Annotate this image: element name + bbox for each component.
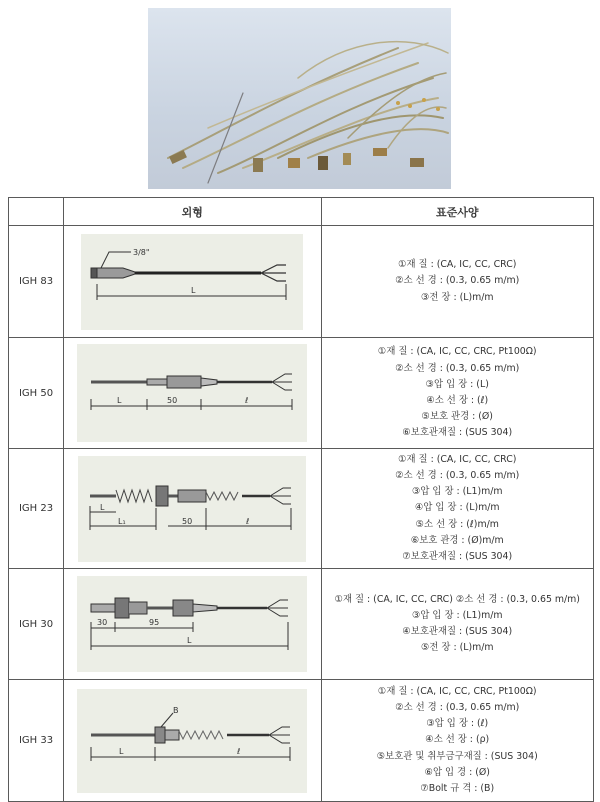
spec-line: ③압 입 장 : (L): [425, 378, 489, 390]
header-spec: 표준사양: [321, 198, 593, 226]
drawing-label: ℓ: [246, 516, 250, 526]
table-row: [9, 449, 594, 569]
drawing-cell: [64, 226, 321, 338]
spec-line: ②소 선 경 : (0.3, 0.65 m/m): [395, 275, 520, 287]
drawing-label: B: [173, 705, 179, 715]
drawing-cell: [64, 680, 321, 802]
spec-line: ④압 입 장 : (L)m/m: [414, 502, 500, 514]
drawing-igh33: [77, 689, 307, 793]
drawing-igh83: [81, 234, 303, 330]
spec-line: ⑥압 입 경 : (Ø): [424, 766, 490, 778]
table-row: [9, 338, 594, 449]
spec-line: ⑥보호관재질 : (SUS 304): [402, 427, 513, 439]
drawing-cell: [64, 449, 321, 569]
spec-list: [321, 569, 593, 680]
drawing-igh30: [77, 576, 307, 672]
spec-line: ②소 선 경 : (0.3, 0.65 m/m): [395, 469, 520, 481]
spec-list: [321, 449, 593, 569]
spec-line: ⑤전 장 : (L)m/m: [420, 642, 494, 654]
drawing-igh50: [77, 344, 307, 442]
table-header-row: [9, 198, 594, 226]
drawing-label: L₁: [118, 516, 126, 526]
spec-line: ⑤보호관 및 취부금구재질 : (SUS 304): [376, 750, 538, 762]
drawing-label: L: [117, 396, 122, 405]
spec-line: ③압 입 장 : (L1)m/m: [411, 486, 503, 498]
spec-line: ②소 선 경 : (0.3, 0.65 m/m): [395, 362, 520, 374]
spec-line: ④보호관재질 : (SUS 304): [402, 626, 513, 637]
drawing-cell: [64, 338, 321, 449]
spec-line: ②소 선 경 : (0.3, 0.65 m/m): [395, 701, 520, 713]
header-model: [9, 198, 64, 226]
drawing-label: L: [119, 746, 124, 756]
drawing-label: 3/8": [133, 247, 150, 257]
spec-line: ④소 선 장 : (ρ): [425, 734, 490, 746]
drawing-label: L: [187, 636, 192, 645]
spec-line: ④소 선 장 : (ℓ): [426, 395, 489, 406]
model-name: IGH 50: [9, 338, 64, 449]
spec-line: ①재 질 : (CA, IC, CC, CRC) ②소 선 경 : (0.3, 0.65 m/m): [334, 593, 580, 605]
spec-line: ⑤보호 관경 : (Ø): [421, 411, 493, 423]
spec-list: [321, 226, 593, 338]
model-name: IGH 83: [9, 226, 64, 338]
spec-line: ⑦보호관재질 : (SUS 304): [402, 551, 513, 562]
spec-line: ①재 질 : (CA, IC, CC, CRC): [398, 259, 517, 271]
drawing-cell: [64, 569, 321, 680]
table-row: [9, 226, 594, 338]
spec-line: ①재 질 : (CA, IC, CC, CRC, Pt100Ω): [377, 685, 537, 697]
drawing-label: L: [100, 502, 105, 512]
spec-line: ③압 입 장 : (ℓ): [426, 718, 489, 730]
spec-line: ⑤소 선 장 : (ℓ)m/m: [415, 518, 499, 530]
drawing-label: ℓ: [237, 746, 241, 756]
model-name: IGH 23: [9, 449, 64, 569]
spec-line: ①재 질 : (CA, IC, CC, CRC, Pt100Ω): [377, 346, 537, 358]
spec-line: ③압 입 장 : (L1)m/m: [411, 609, 503, 621]
spec-list: [321, 338, 593, 449]
drawing-label: 50: [167, 396, 178, 405]
spec-line: ⑦Bolt 규 격 : (B): [420, 783, 495, 794]
model-name: IGH 30: [9, 569, 64, 680]
drawing-igh23: [78, 456, 306, 562]
spec-line: ①재 질 : (CA, IC, CC, CRC): [398, 453, 517, 465]
product-photo: [148, 8, 451, 189]
spec-line: ③전 장 : (L)m/m: [420, 291, 494, 303]
drawing-label: L: [191, 285, 196, 295]
table-row: [9, 680, 594, 802]
thermocouple-photo-illustration: [148, 8, 451, 189]
header-shape: 외형: [64, 198, 321, 226]
spec-table: [8, 197, 594, 802]
model-name: IGH 33: [9, 680, 64, 802]
spec-line: ⑥보호 관경 : (Ø)m/m: [410, 534, 504, 546]
drawing-label: ℓ: [245, 396, 249, 405]
drawing-label: 50: [182, 516, 193, 526]
spec-list: [321, 680, 593, 802]
table-row: [9, 569, 594, 680]
drawing-label: 30: [97, 618, 108, 627]
drawing-label: 95: [149, 618, 160, 627]
